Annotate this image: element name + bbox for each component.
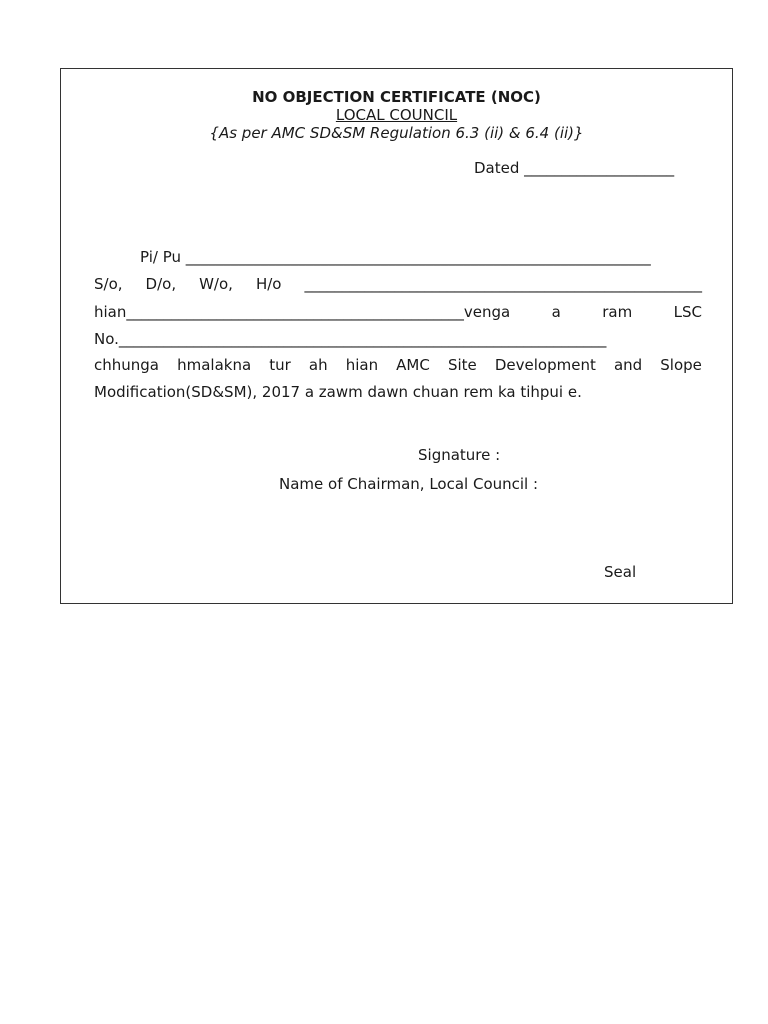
statement-word: hian bbox=[345, 356, 379, 374]
name-field: Pi/ Pu ______________________________________________________________ bbox=[140, 248, 651, 266]
statement-word: AMC bbox=[396, 356, 430, 374]
statement-word: and bbox=[613, 356, 643, 374]
signature-label: Signature : bbox=[418, 446, 501, 464]
statement-word: Development bbox=[494, 356, 596, 374]
certificate-title: NO OBJECTION CERTIFICATE (NOC) bbox=[252, 88, 541, 106]
regulation-reference: {As per AMC SD&SM Regulation 6.3 (ii) & 6.4 (ii)} bbox=[209, 124, 584, 142]
residence-word: hian_____________________________________________venga bbox=[94, 303, 511, 321]
seal-label: Seal bbox=[604, 563, 637, 581]
statement-continuation: Modification(SD&SM), 2017 a zawm dawn chuan rem ka tihpui e. bbox=[94, 383, 582, 401]
residence-word: a bbox=[551, 303, 561, 321]
dated-field: Dated ____________________ bbox=[474, 159, 675, 177]
statement-word: ah bbox=[308, 356, 328, 374]
statement-word: Site bbox=[447, 356, 477, 374]
residence-word: LSC bbox=[673, 303, 702, 321]
statement-word: tur bbox=[269, 356, 291, 374]
residence-word: ram bbox=[602, 303, 633, 321]
statement-line bbox=[94, 356, 702, 374]
relation-word: H/o bbox=[255, 275, 282, 293]
lsc-number-field: No._________________________________________________________________ bbox=[94, 330, 607, 348]
residence-field bbox=[94, 303, 702, 321]
relation-word: D/o, bbox=[145, 275, 177, 293]
relation-word: W/o, bbox=[199, 275, 233, 293]
statement-word: hmalakna bbox=[177, 356, 252, 374]
chairman-name-label: Name of Chairman, Local Council : bbox=[279, 475, 539, 493]
certificate-subtitle: LOCAL COUNCIL bbox=[335, 106, 458, 124]
noc-certificate-box bbox=[60, 68, 733, 604]
relation-blank: _____________________________________________________ bbox=[304, 275, 702, 293]
relation-field bbox=[94, 275, 702, 293]
statement-word: Slope bbox=[660, 356, 702, 374]
statement-word: chhunga bbox=[94, 356, 159, 374]
relation-word: S/o, bbox=[94, 275, 123, 293]
